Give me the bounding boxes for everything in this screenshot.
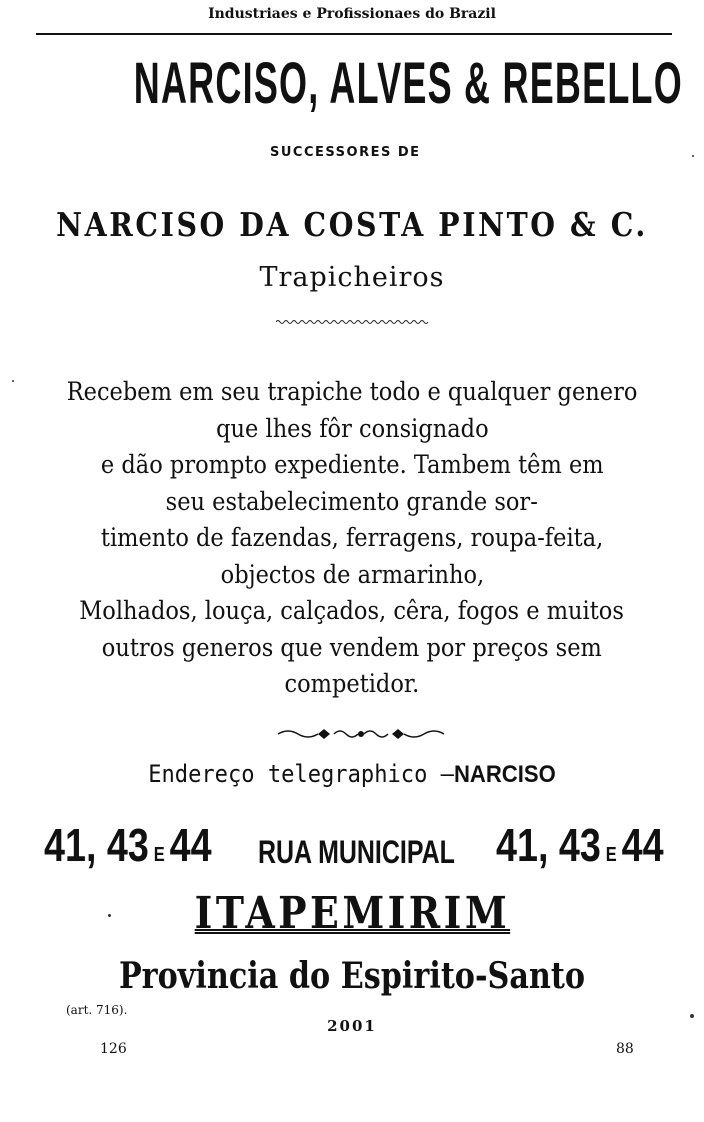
page-number-right: 88 bbox=[616, 1041, 634, 1057]
description-line: seu estabelecimento grande sor- bbox=[165, 486, 539, 516]
description-paragraph bbox=[0, 374, 704, 703]
street-address bbox=[0, 818, 704, 878]
reference-number: 2001 bbox=[327, 1017, 377, 1035]
telegraph-label: Endereço telegraphico — bbox=[148, 760, 454, 788]
telegraph-address bbox=[28, 760, 676, 789]
description-line: Molhados, louça, calçados, cêra, fogos e muitos bbox=[79, 596, 625, 625]
page-number-left: 126 bbox=[100, 1041, 127, 1057]
description-line: e dão prompto expediente. Tambem têm em bbox=[100, 450, 604, 479]
description-line: que lhes fôr consignado bbox=[215, 413, 489, 443]
description-line: objectos de armarinho, bbox=[220, 559, 484, 589]
firm-name: NARCISO, ALVES & REBELLO bbox=[133, 51, 683, 116]
address-numbers-right: 41, 43 E 44 bbox=[496, 819, 664, 871]
description-line: timento de fazendas, ferragens, roupa-feita, bbox=[100, 523, 604, 552]
print-speck bbox=[12, 380, 14, 382]
predecessor-firm-name: NARCISO DA COSTA PINTO & C. bbox=[56, 205, 648, 244]
print-speck bbox=[108, 914, 111, 917]
province-name: Provincia do Espirito-Santo bbox=[118, 955, 586, 997]
description-line: competidor. bbox=[284, 669, 420, 698]
description-line: Recebem em seu trapiche todo e qualquer genero bbox=[66, 377, 638, 406]
article-reference: (art. 716). bbox=[66, 1003, 128, 1017]
street-name: RUA MUNICIPAL bbox=[258, 834, 455, 870]
trade-title: Trapicheiros bbox=[259, 262, 445, 293]
running-header: Industriaes e Profissionaes do Brazil bbox=[208, 6, 496, 22]
telegraph-code: NARCISO bbox=[453, 761, 556, 788]
description-line: outros generos que vendem por preços sem bbox=[101, 632, 603, 662]
successors-label: SUCCESSORES DE bbox=[270, 145, 421, 160]
divider-ornament bbox=[276, 726, 446, 742]
header-rule bbox=[36, 33, 672, 35]
wavy-rule-ornament bbox=[276, 318, 436, 326]
address-numbers-left: 41, 43 E 44 bbox=[44, 819, 212, 871]
print-speck bbox=[692, 155, 694, 157]
print-speck bbox=[690, 1014, 694, 1018]
town-name: ITAPEMIRIM bbox=[194, 888, 510, 939]
